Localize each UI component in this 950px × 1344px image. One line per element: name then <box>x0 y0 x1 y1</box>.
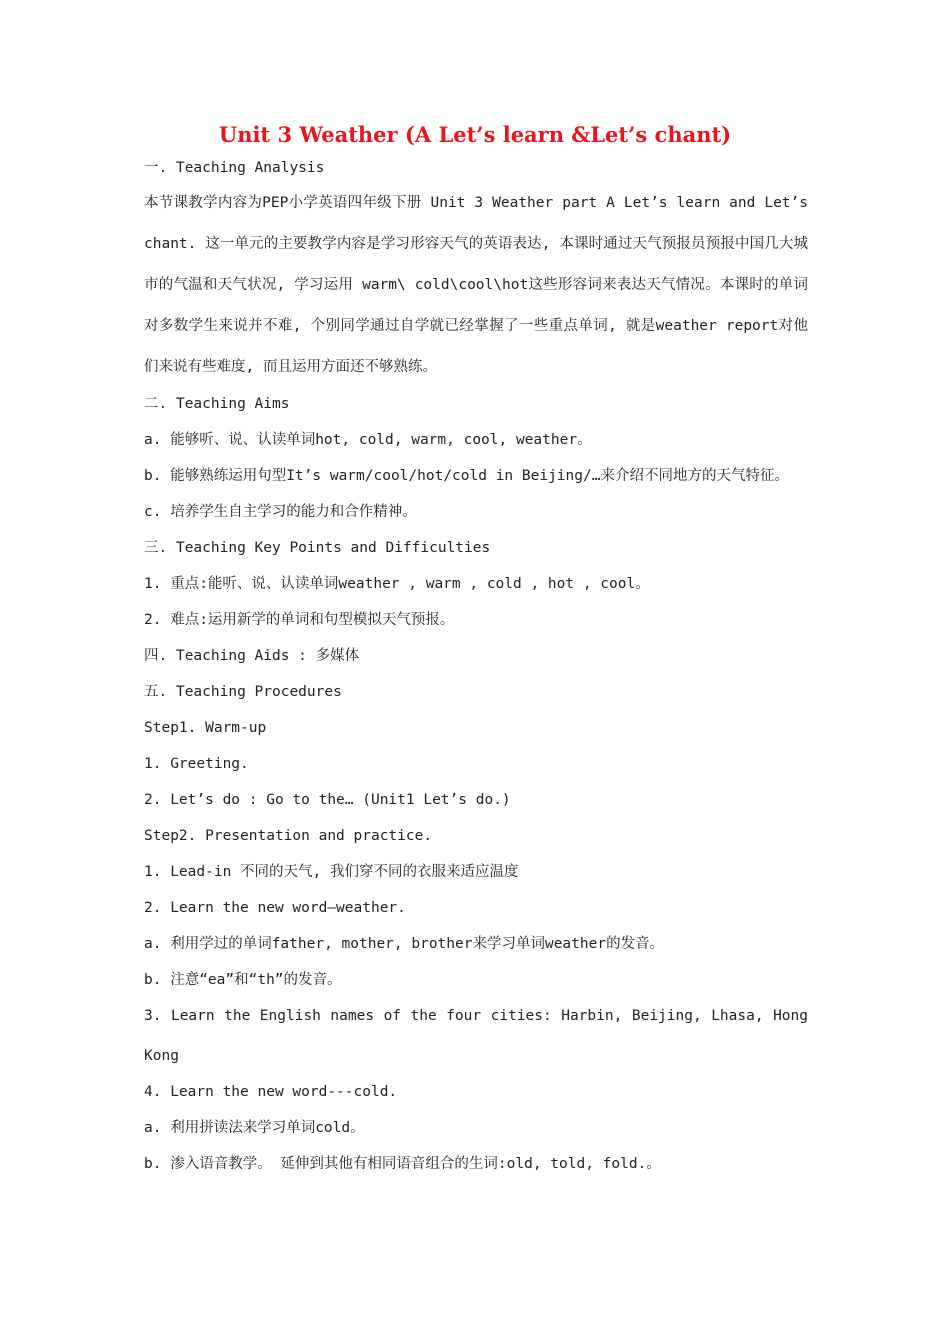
analysis-paragraph: 本节课教学内容为PEP小学英语四年级下册 Unit 3 Weather part A Let’s learn and Let’s chant. 这一单元的主要教学内容是学习形容天气的英语表达, 本课时通过天气预报员预报中国几大城市的气温和天气状况, 学习运用 warm\ cold\cool\hot这些形容词来表达天气情况。本课时的单词对多数学生来说并不难, 个别同学通过自学就已经掌握了一些重点单词, 就是weather report对他们来说有些难度, 而且运用方面还不够熟练。 <box>144 195 808 375</box>
section-heading-procedures: 五. Teaching Procedures <box>144 684 342 700</box>
keypoint-item-2: 2. 难点:运用新学的单词和句型模拟天气预报。 <box>144 612 455 628</box>
step2-subitem: b. 注意“ea”和“th”的发音。 <box>144 972 342 988</box>
step1-item: 1. Greeting. <box>144 756 249 772</box>
step1-heading: Step1. Warm-up <box>144 720 267 736</box>
aim-item-c: c. 培养学生自主学习的能力和合作精神。 <box>144 504 417 520</box>
aim-item-b: b. 能够熟练运用句型It’s warm/cool/hot/cold in Beijing/…来介绍不同地方的天气特征。 <box>144 468 789 484</box>
keypoint-item-1: 1. 重点:能听、说、认读单词weather , warm , cold , hot , cool。 <box>144 576 650 592</box>
section-heading-aims: 二. Teaching Aims <box>144 396 290 412</box>
document-title: Unit 3 Weather (A Let’s learn &Let’s chant) <box>218 122 732 147</box>
section-heading-aids: 四. Teaching Aids : 多媒体 <box>144 648 360 664</box>
section-heading-analysis: 一. Teaching Analysis <box>144 160 325 176</box>
section-heading-keypoints: 三. Teaching Key Points and Difficulties <box>144 540 491 556</box>
step1-item: 2. Let’s do : Go to the… (Unit1 Let’s do.) <box>144 792 511 808</box>
document-body <box>144 150 808 1182</box>
step2-heading: Step2. Presentation and practice. <box>144 828 433 844</box>
step2-item: 2. Learn the new word—weather. <box>144 900 406 916</box>
step2-item: 4. Learn the new word---cold. <box>144 1084 398 1100</box>
step2-subitem: a. 利用拼读法来学习单词cold。 <box>144 1120 365 1136</box>
step2-item: 3. Learn the English names of the four cities: Harbin, Beijing, Lhasa, Hong Kong <box>144 1008 808 1064</box>
step2-subitem: b. 渗入语音教学。 延伸到其他有相同语音组合的生词:old, told, fold.。 <box>144 1156 661 1172</box>
step2-item: 1. Lead-in 不同的天气, 我们穿不同的衣服来适应温度 <box>144 864 519 880</box>
aim-item-a: a. 能够听、说、认读单词hot, cold, warm, cool, weather。 <box>144 432 592 448</box>
step2-subitem: a. 利用学过的单词father, mother, brother来学习单词weather的发音。 <box>144 936 665 952</box>
